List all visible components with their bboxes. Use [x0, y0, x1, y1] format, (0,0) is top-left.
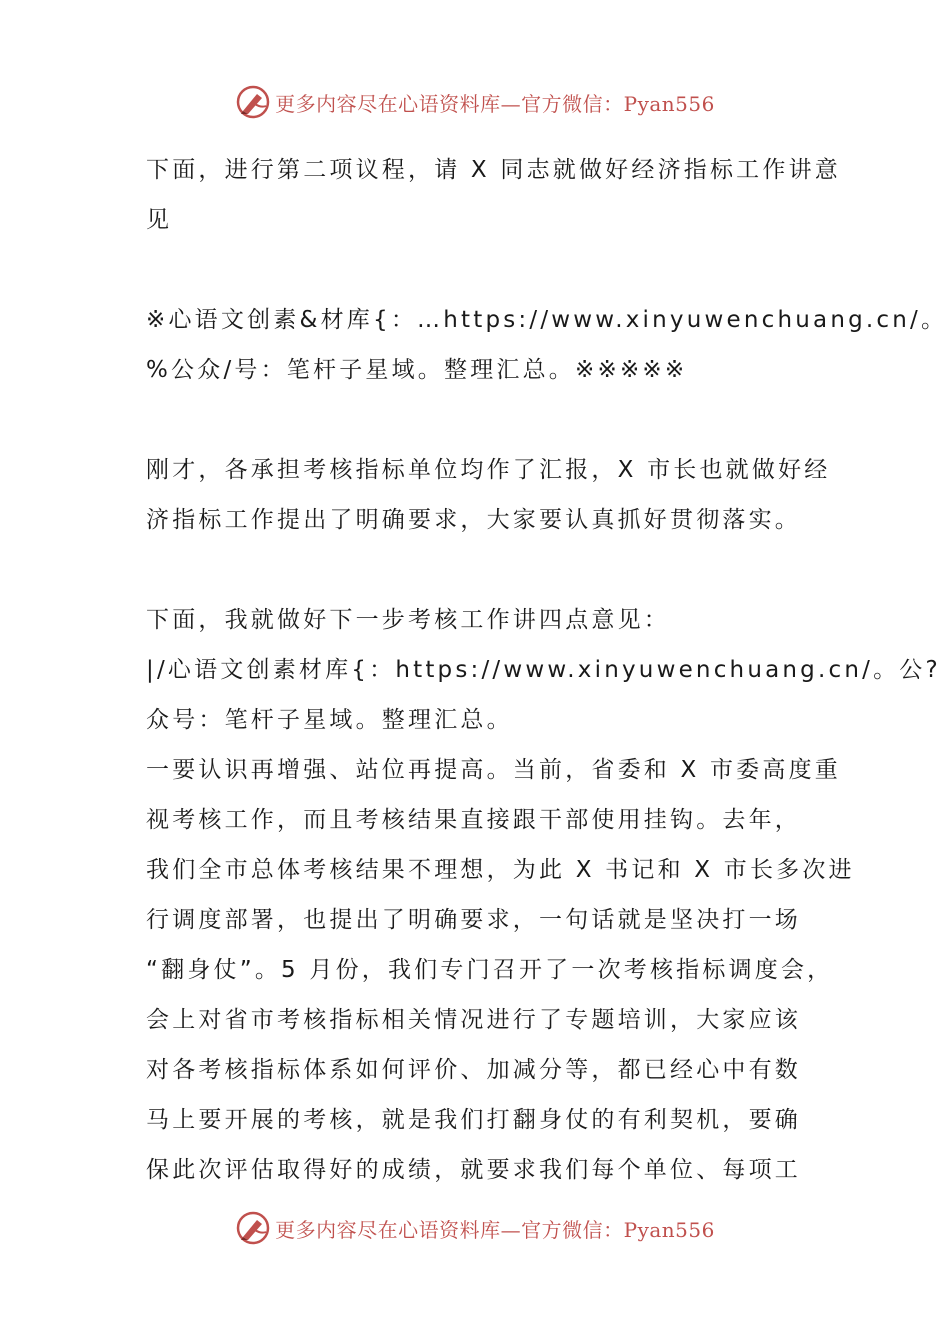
document-body: [146, 145, 948, 1195]
footer-wechat-id: Pyan556: [623, 1217, 715, 1242]
text-line: 视考核工作，而且考核结果直接跟干部使用挂钩。去年，: [146, 807, 801, 833]
footer-banner: [0, 1208, 950, 1248]
header-banner-text: 更多内容尽在心语资料库—官方微信：Pyan556: [275, 91, 715, 116]
blank-line: [146, 395, 816, 445]
text-line: 保此次评估取得好的成绩，就要求我们每个单位、每项工: [146, 1157, 801, 1183]
text-line: 行调度部署，也提出了明确要求，一句话就是坚决打一场: [146, 907, 801, 933]
footer-banner-text: 更多内容尽在心语资料库—官方微信：Pyan556: [275, 1217, 715, 1242]
text-line: 对各考核指标体系如何评价、加减分等，都已经心中有数: [146, 1057, 801, 1083]
blank-line: [146, 245, 816, 295]
pen-logo-icon: [235, 1210, 271, 1246]
text-line: 一要认识再增强、站位再提高。当前，省委和 X 市委高度重: [146, 757, 841, 783]
text-line: 济指标工作提出了明确要求，大家要认真抓好贯彻落实。: [146, 507, 801, 533]
text-line: ※心语文创素&材库{：…https://www.xinyuwenchuang.cn/。: [146, 307, 948, 333]
text-line: |/心语文创素材库{：https://www.xinyuwenchuang.cn/。公?: [146, 657, 941, 683]
pen-logo-icon: [235, 84, 271, 120]
header-banner: [0, 82, 950, 122]
text-line: 见: [146, 207, 173, 233]
text-line: 下面，我就做好下一步考核工作讲四点意见：: [146, 607, 670, 633]
text-line: %公众/号：笔杆子星域。整理汇总。※※※※※: [146, 357, 688, 383]
text-line: 众号：笔杆子星域。整理汇总。: [146, 707, 513, 733]
header-wechat-id: Pyan556: [623, 91, 715, 116]
text-line: 刚才，各承担考核指标单位均作了汇报，X 市长也就做好经: [146, 457, 831, 483]
blank-line: [146, 545, 816, 595]
text-line: 我们全市总体考核结果不理想，为此 X 书记和 X 市长多次进: [146, 857, 855, 883]
text-line: 马上要开展的考核，就是我们打翻身仗的有利契机，要确: [146, 1107, 801, 1133]
text-line: 下面，进行第二项议程，请 X 同志就做好经济指标工作讲意: [146, 157, 841, 183]
text-line: “翻身仗”。5 月份，我们专门召开了一次考核指标调度会，: [146, 957, 834, 983]
text-line: 会上对省市考核指标相关情况进行了专题培训，大家应该: [146, 1007, 801, 1033]
